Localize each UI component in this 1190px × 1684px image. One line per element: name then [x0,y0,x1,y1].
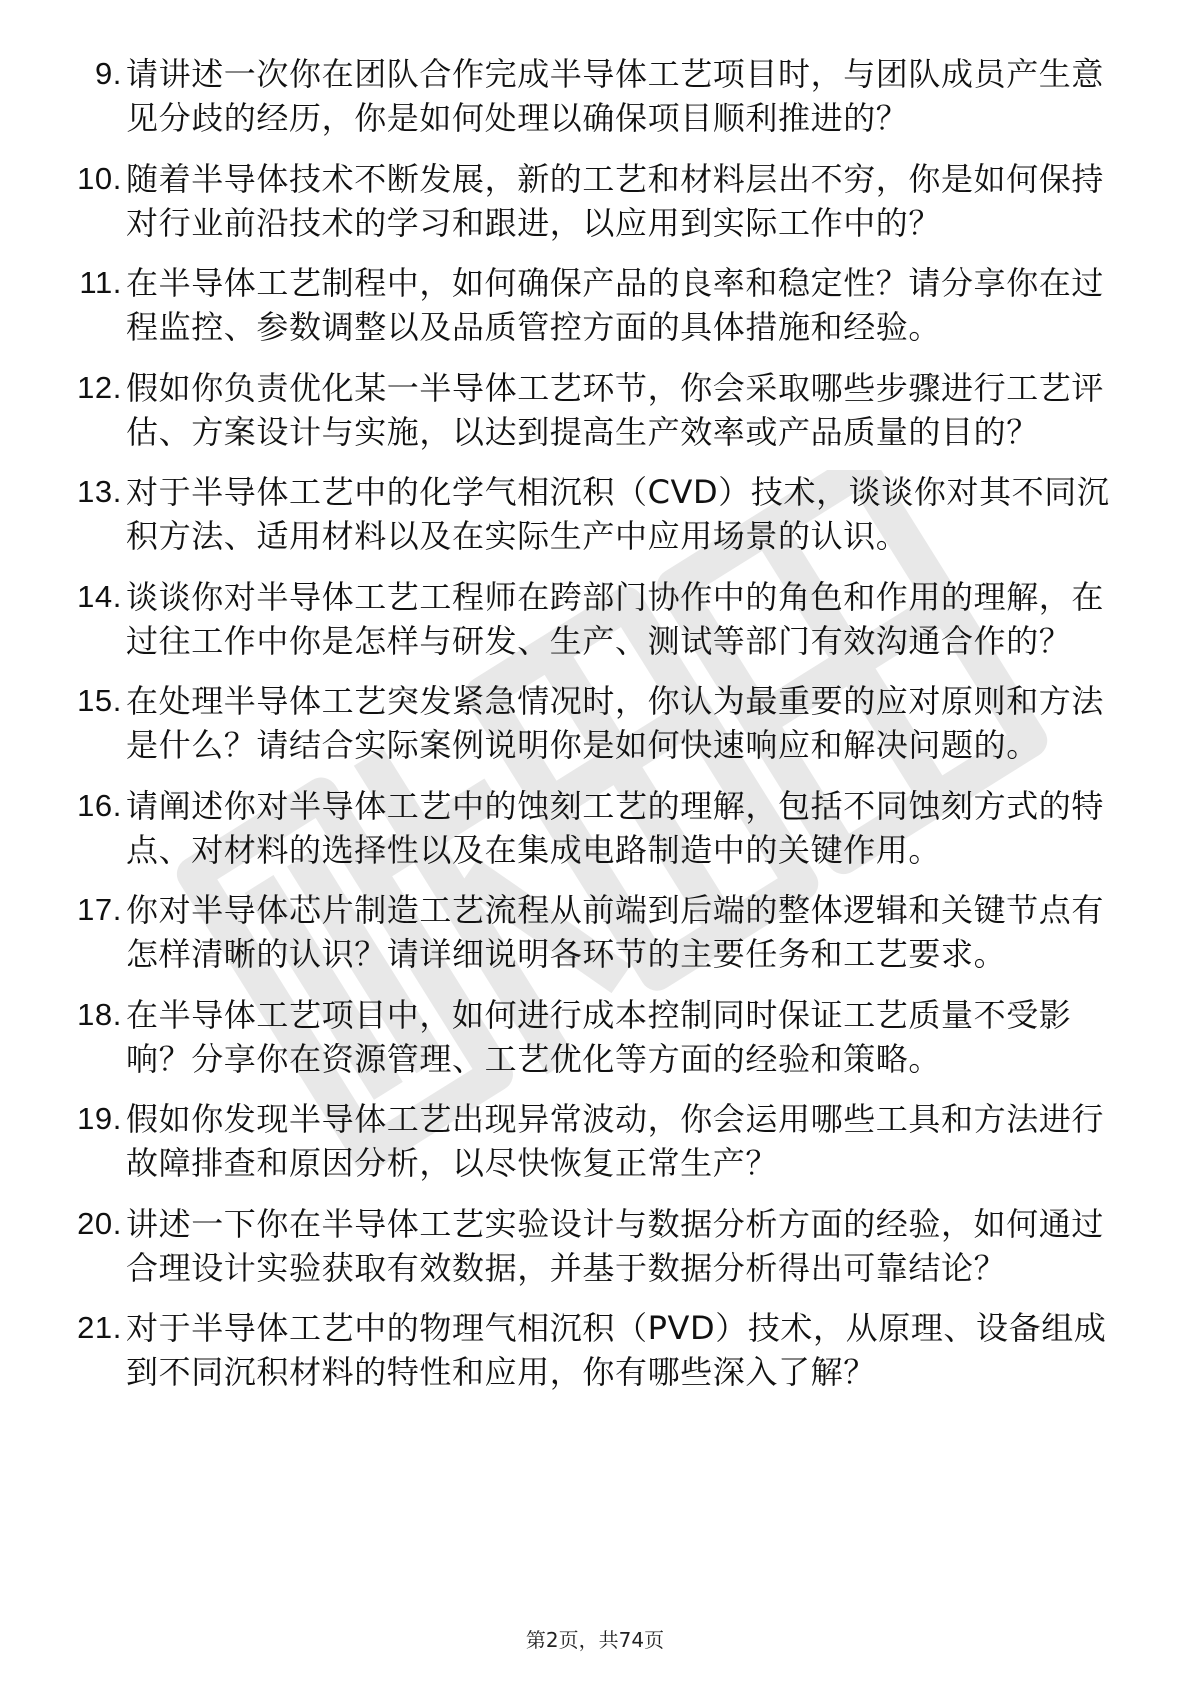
question-item [58,366,1118,454]
question-number: 17. [77,892,122,927]
question-item [58,1097,1118,1185]
question-text: 在处理半导体工艺突发紧急情况时，你认为最重要的应对原则和方法是什么？请结合实际案例说明你是如何快速响应和解决问题的。 [126,682,1105,764]
question-text: 对于半导体工艺中的化学气相沉积（CVD）技术，谈谈你对其不同沉积方法、适用材料以及在实际生产中应用场景的认识。 [126,473,1110,555]
question-item [58,679,1118,767]
question-text: 在半导体工艺制程中，如何确保产品的良率和稳定性？请分享你在过程监控、参数调整以及品质管控方面的具体措施和经验。 [126,264,1105,346]
question-text: 讲述一下你在半导体工艺实验设计与数据分析方面的经验，如何通过合理设计实验获取有效数据，并基于数据分析得出可靠结论？ [126,1204,1105,1287]
question-text: 谈谈你对半导体工艺工程师在跨部门协作中的角色和作用的理解，在过往工作中你是怎样与研发、生产、测试等部门有效沟通合作的？ [126,577,1105,660]
question-number: 15. [77,683,122,718]
question-number: 10. [77,160,122,196]
question-number: 12. [77,369,122,405]
question-item [58,261,1118,349]
question-number: 16. [77,787,122,823]
question-number: 18. [77,996,122,1032]
question-text: 请讲述一次你在团队合作完成半导体工艺项目时，与团队成员产生意见分歧的经历，你是如何处理以确保项目顺利推进的？ [126,55,1105,137]
question-text: 在半导体工艺项目中，如何进行成本控制同时保证工艺质量不受影响？分享你在资源管理、工艺优化等方面的经验和策略。 [126,995,1072,1078]
question-number: 9. [94,56,122,91]
question-number: 14. [77,578,122,614]
question-item [58,888,1118,976]
question-item [58,1202,1118,1290]
question-number: 19. [77,1101,122,1136]
question-number: 20. [77,1205,122,1241]
question-text: 假如你负责优化某一半导体工艺环节，你会采取哪些步骤进行工艺评估、方案设计与实施，以达到提高生产效率或产品质量的目的？ [126,368,1105,451]
question-item [58,575,1118,663]
question-text: 你对半导体芯片制造工艺流程从前端到后端的整体逻辑和关键节点有怎样清晰的认识？请详细说明各环节的主要任务和工艺要求。 [126,891,1105,973]
question-item [58,993,1118,1081]
question-number: 11. [79,265,122,300]
question-number: 13. [77,474,122,509]
question-list [58,52,1118,1411]
question-number: 21. [77,1310,122,1345]
question-item [58,784,1118,872]
question-item [58,157,1118,245]
question-item [58,52,1118,140]
question-text: 请阐述你对半导体工艺中的蚀刻工艺的理解，包括不同蚀刻方式的特点、对材料的选择性以及在集成电路制造中的关键作用。 [126,786,1105,869]
question-text: 随着半导体技术不断发展，新的工艺和材料层出不穷，你是如何保持对行业前沿技术的学习和跟进，以应用到实际工作中的？ [126,159,1105,242]
question-item [58,1306,1118,1394]
question-text: 假如你发现半导体工艺出现异常波动，你会运用哪些工具和方法进行故障排查和原因分析，以尽快恢复正常生产？ [126,1100,1105,1182]
question-text: 对于半导体工艺中的物理气相沉积（PVD）技术，从原理、设备组成到不同沉积材料的特性和应用，你有哪些深入了解？ [126,1309,1107,1391]
question-item [58,470,1118,558]
page-number-footer: 第2页，共74页 [525,1628,665,1652]
